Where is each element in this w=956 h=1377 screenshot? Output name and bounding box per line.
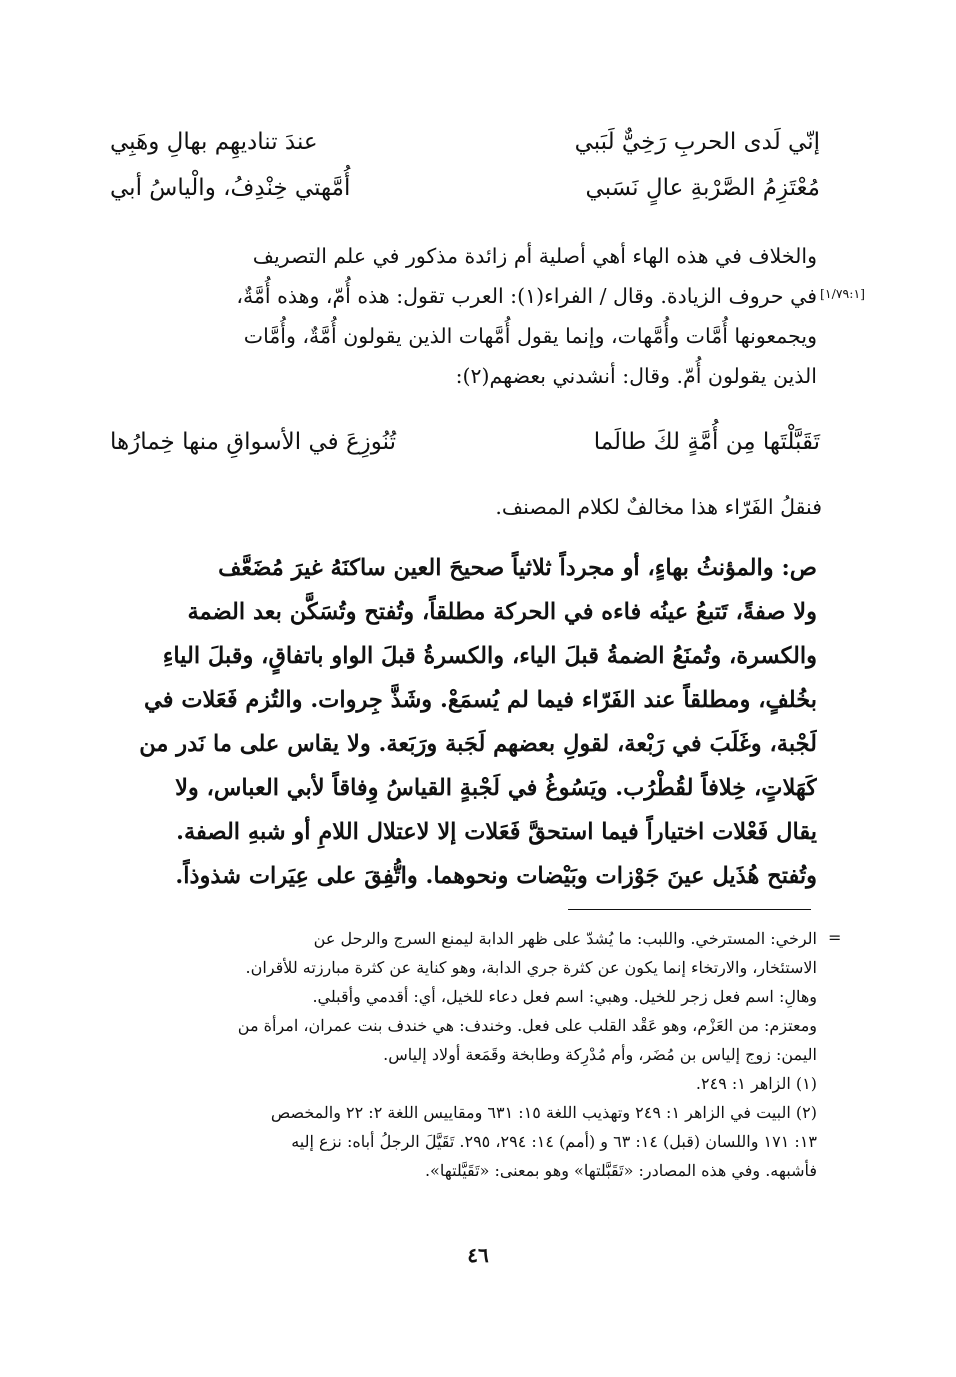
main-text-block — [104, 546, 817, 898]
footnote-line: (١) الزاهر ١: ٢٤٩. — [695, 1074, 817, 1093]
verse-line — [100, 420, 820, 464]
closing-sentence: فنقلُ الفَرّاء هذا مخالفٌ لكلام المصنف. — [495, 495, 822, 519]
text-line: ولا صفةً، تَتبعُ عينُه فاءه في الحركة مطلقاً، وتُفتح وتُسَكَّن بعد الضمة — [187, 599, 817, 625]
verse-hemistich-left: تُنُوزِعَ في الأسواقِ منها خِمارُها — [110, 429, 396, 455]
footnotes — [104, 924, 817, 1185]
footnote-line: الرخي: المسترخي. واللبب: ما يُشدّ على ظهر الدابة ليمنع السرج والرحل عن — [313, 929, 817, 948]
footnote-continuation-mark: = — [828, 928, 842, 947]
verse-hemistich-left: أُمَّهتي خِنْدِفُ، والْياسُ أبي — [110, 175, 351, 201]
text-line: يقال فَعْلات اختياراً فيما استحقَّ فَعَلات إلا لاعتلال اللامِ أو شبهِ الصفة. — [176, 819, 817, 845]
page-number: ٤٦ — [467, 1243, 489, 1267]
verse-line — [100, 120, 820, 164]
text-line: وتُفتح هُذَيل عينَ جَوْزات وبَيْضات ونحوهما. واتُّفِقَ على عِيَرات شذوذاً. — [175, 863, 817, 889]
footnote-separator — [568, 909, 811, 910]
text-line: لَجْبة، وغَلَبَ في رَبْعة، لقولِ بعضهم لَجَبة ورَبَعة. ولا يقاس على ما نَدر من — [139, 731, 817, 757]
verse-hemistich-right: إنّي لَدى الحربِ رَخِيٌّ لَبَبي — [574, 129, 820, 155]
text-line: ص: والمؤنثُ بهاءٍ، أو مجرداً ثلاثياً صحيحَ العين ساكنَهُ غيرَ مُضَعَّف — [218, 555, 817, 581]
footnote-line: ١٣: ١٧١ واللسان (قبل) ١٤: ٦٣ و (أمم) ١٤: ٢٩٤، ٢٩٥. تَقَيَّلَ الرجلُ أباه: نزع إليه — [291, 1132, 817, 1151]
text-line: والخلاف في هذه الهاء أهي أصلية أم زائدة مذكور في علم التصريف — [252, 244, 817, 268]
footnote-line: الاستئخار، والارتخاء إنما يكون عن كثرة جري الدابة، وهو كناية عن كثرة مبارزته للأقران. — [245, 958, 817, 977]
footnote-line: اليمن: زوج إلياس بن مُضَر، وأم مُدْرِكة وطابخة وقَمَعة أولاد إلياس. — [383, 1045, 817, 1064]
footnote-line: وهالِ: اسم فعل زجر للخيل. وهبي: اسم فعل دعاء للخيل، أي: أقدمي وأقبلي. — [312, 987, 817, 1006]
manuscript-folio-reference: [١/٧٩:١] — [820, 286, 866, 301]
footnote-line: (٢) البيت في الزاهر ١: ٢٤٩ وتهذيب اللغة ١٥: ٦٣١ ومقاييس اللغة ٢: ٢٢ والمخصص — [270, 1103, 817, 1122]
text-line: في حروف الزيادة. وقال / الفراء(١): العرب تقول: هذه أُمّ، وهذه أُمَّةٌ، — [236, 284, 817, 308]
footnote-line: ومعتزم: من العَزْم، وهو عَقْد القلب على فعل. وخندف: هي خندف بنت عمران، امرأة من — [237, 1016, 817, 1035]
text-line: الذين يقولون أُمّ. وقال: أنشدني بعضهم(٢): — [455, 364, 817, 388]
text-line: ويجمعونها أُمَّات وأُمَّهات، وإنما يقول أُمَّهات الذين يقولون أُمَّةٌ، وأُمَّات — [243, 324, 817, 348]
verse-hemistich-right: تَقَبَّلْتَها مِن أُمَّةٍ لكَ طالَما — [593, 429, 820, 455]
commentary-paragraph — [104, 236, 817, 396]
footnote-line: فأشبهه. وفي هذه المصادر: «تَقَبَّلتها» وهو بمعنى: «تَقَيَّلتها». — [424, 1161, 817, 1180]
text-line: كَهَلاتٍ، خِلافاً لقُطْرُب. ويَسُوغُ في لَجْبةٍ القياسُ وِفاقاً لأبي العباس، ولا — [175, 775, 817, 801]
text-line: بخُلفٍ، ومطلقاً عند الفَرّاء فيما لم يُسمَعْ. وشَذَّ جِروات. والتُزم فَعَلات في — [144, 687, 817, 713]
verse-line — [100, 166, 820, 210]
verse-hemistich-left: عندَ تناديهِم بهالِ وهَبِي — [110, 129, 318, 155]
verse-hemistich-right: مُعْتَزِمُ الصَّرْبةِ عالٍ نَسَبي — [585, 175, 820, 201]
text-line: والكسرة، وتُمنَعُ الضمةُ قبلَ الياء، والكسرةُ قبلَ الواو باتفاقٍ، وقبلَ الياءِ — [162, 643, 817, 669]
